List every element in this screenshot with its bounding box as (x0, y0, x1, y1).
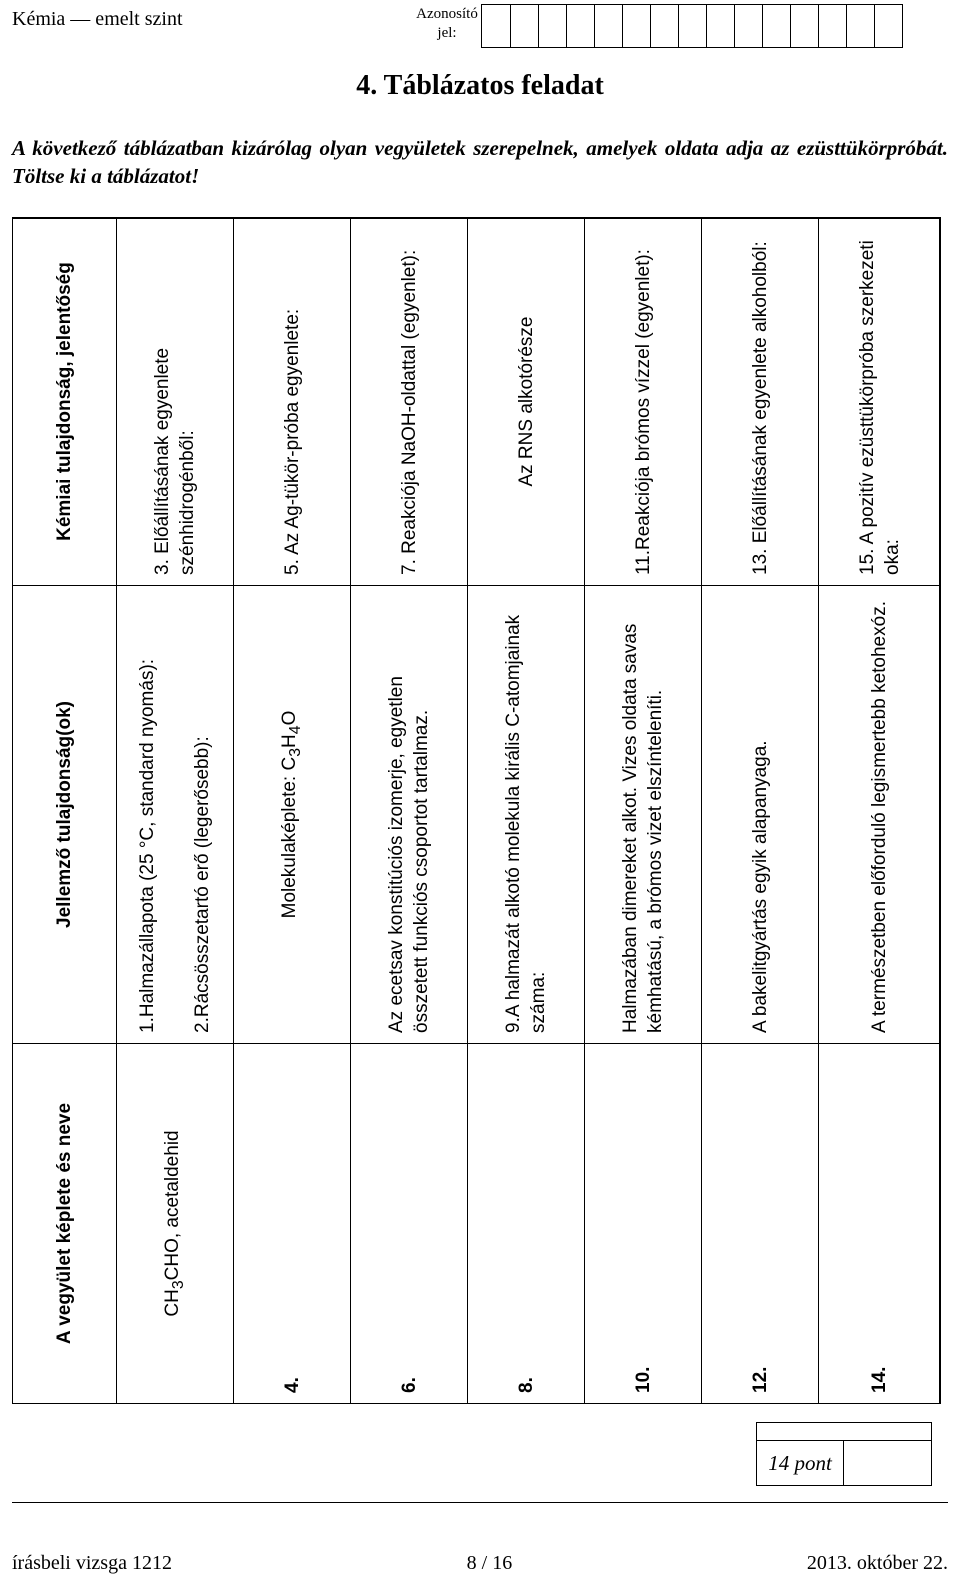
footer-page-number: 8 / 16 (466, 1552, 513, 1574)
id-digit-box[interactable] (622, 5, 650, 47)
id-label: Azonosító jel: (416, 6, 478, 41)
id-digit-box[interactable] (846, 5, 874, 47)
table-row (117, 218, 234, 1404)
id-digit-box[interactable] (874, 5, 902, 47)
chemical-cell[interactable] (117, 218, 234, 586)
id-digit-box[interactable] (482, 5, 510, 47)
score-label: 14 pont (756, 1440, 844, 1486)
table-row (585, 218, 702, 1404)
footer-date: 2013. október 22. (806, 1552, 948, 1574)
footer (12, 1552, 948, 1575)
subject-header: Kémia — emelt szint (12, 8, 183, 30)
compound-cell[interactable] (351, 1044, 468, 1404)
chemical-text: 3. Előállításának egyenlete szénhidrogénből: (152, 347, 198, 575)
chemical-cell[interactable] (234, 218, 351, 586)
footer-exam-code: írásbeli vizsga 1212 (12, 1552, 172, 1574)
property-cell[interactable] (351, 586, 468, 1044)
score-input-box[interactable] (844, 1440, 932, 1486)
property-cell[interactable] (585, 586, 702, 1044)
property-cell[interactable] (702, 586, 819, 1044)
property-text: A természetben előforduló legismertebb ketohexóz. (869, 601, 890, 1033)
id-digit-box[interactable] (678, 5, 706, 47)
chemical-text: 13. Előállításának egyenlete alkoholból: (749, 241, 771, 575)
id-digit-box[interactable] (706, 5, 734, 47)
answer-table (12, 217, 941, 1404)
id-digit-box[interactable] (650, 5, 678, 47)
property-cell[interactable] (468, 586, 585, 1044)
compound-cell[interactable] (819, 1044, 941, 1404)
compound-cell[interactable] (234, 1044, 351, 1404)
compound-text: $CH_3CHO$, acetaldehid (161, 1130, 187, 1317)
id-digit-box[interactable] (734, 5, 762, 47)
table-row (702, 218, 819, 1404)
id-digit-box[interactable] (790, 5, 818, 47)
property-item: 1.Halmazállapota (25 °C, standard nyomás): (137, 658, 158, 1033)
compound-text: 8. (515, 1377, 537, 1393)
chemical-text: 15. A pozitív ezüsttükörpróba szerkezeti oka: (856, 240, 903, 575)
id-digit-box[interactable] (818, 5, 846, 47)
property-text: Halmazában dimereket alkot. Vizes oldata savas kémhatású, a brómos vizet elszínteleníti. (620, 623, 666, 1033)
chemical-text: Az RNS alkotórésze (515, 316, 537, 487)
property-cell[interactable] (117, 586, 234, 1044)
property-cell[interactable] (819, 586, 941, 1044)
id-digit-box[interactable] (510, 5, 538, 47)
chemical-cell[interactable] (819, 218, 941, 586)
column-header: Jellemző tulajdonság(ok) (13, 586, 117, 1044)
compound-cell[interactable] (468, 1044, 585, 1404)
footer-divider (12, 1502, 948, 1503)
chemical-text: 7. Reakciója NaOH-oldattal (egyenlet): (398, 249, 420, 575)
table-row (819, 218, 941, 1404)
chemical-cell[interactable] (468, 218, 585, 586)
compound-text: 4. (281, 1377, 303, 1393)
chemical-text: 11.Reakciója brómos vízzel (egyenlet): (632, 249, 654, 575)
chemical-cell[interactable] (702, 218, 819, 586)
chemical-cell[interactable] (585, 218, 702, 586)
id-digit-box[interactable] (594, 5, 622, 47)
table-row (351, 218, 468, 1404)
task-title: 4. Táblázatos feladat (356, 70, 604, 101)
compound-text: 12. (749, 1366, 771, 1393)
compound-cell[interactable] (585, 1044, 702, 1404)
compound-text: 14. (869, 1366, 890, 1393)
property-text: Molekulaképlete: $C_3H_4O$ (278, 710, 304, 919)
instruction-text: A következő táblázatban kizárólag olyan vegyületek szerepelnek, amelyek oldata adja az ezüsttükörpróbát. Töltse ki a táblázatot! (12, 136, 948, 188)
compound-cell[interactable] (117, 1044, 234, 1404)
table-header-row (13, 218, 117, 1404)
table-row (468, 218, 585, 1404)
table-row (234, 218, 351, 1404)
id-digit-box[interactable] (762, 5, 790, 47)
compound-text: 10. (632, 1366, 654, 1393)
property-cell[interactable] (234, 586, 351, 1044)
column-header: A vegyület képlete és neve (13, 1044, 117, 1404)
compound-cell[interactable] (702, 1044, 819, 1404)
property-text: A bakelitgyártás egyik alapanyaga. (749, 740, 771, 1033)
property-item: 2.Rácsösszetartó erő (legerősebb): (192, 736, 213, 1033)
id-digit-box[interactable] (566, 5, 594, 47)
property-text: Az ecetsav konstitúciós izomerje, egyetlen összetett funkciós csoportot tartalmaz. (386, 676, 432, 1033)
property-text: 9.A halmazát alkotó molekula királis C-atomjainak száma: (503, 614, 549, 1033)
column-header: Kémiai tulajdonság, jelentőség (13, 218, 117, 586)
compound-text: 6. (398, 1377, 420, 1393)
chemical-cell[interactable] (351, 218, 468, 586)
chemical-text: 5. Az Ag-tükör-próba egyenlete: (281, 308, 303, 575)
id-boxes[interactable] (481, 4, 903, 48)
answer-table-frame (12, 218, 940, 1404)
id-digit-box[interactable] (538, 5, 566, 47)
